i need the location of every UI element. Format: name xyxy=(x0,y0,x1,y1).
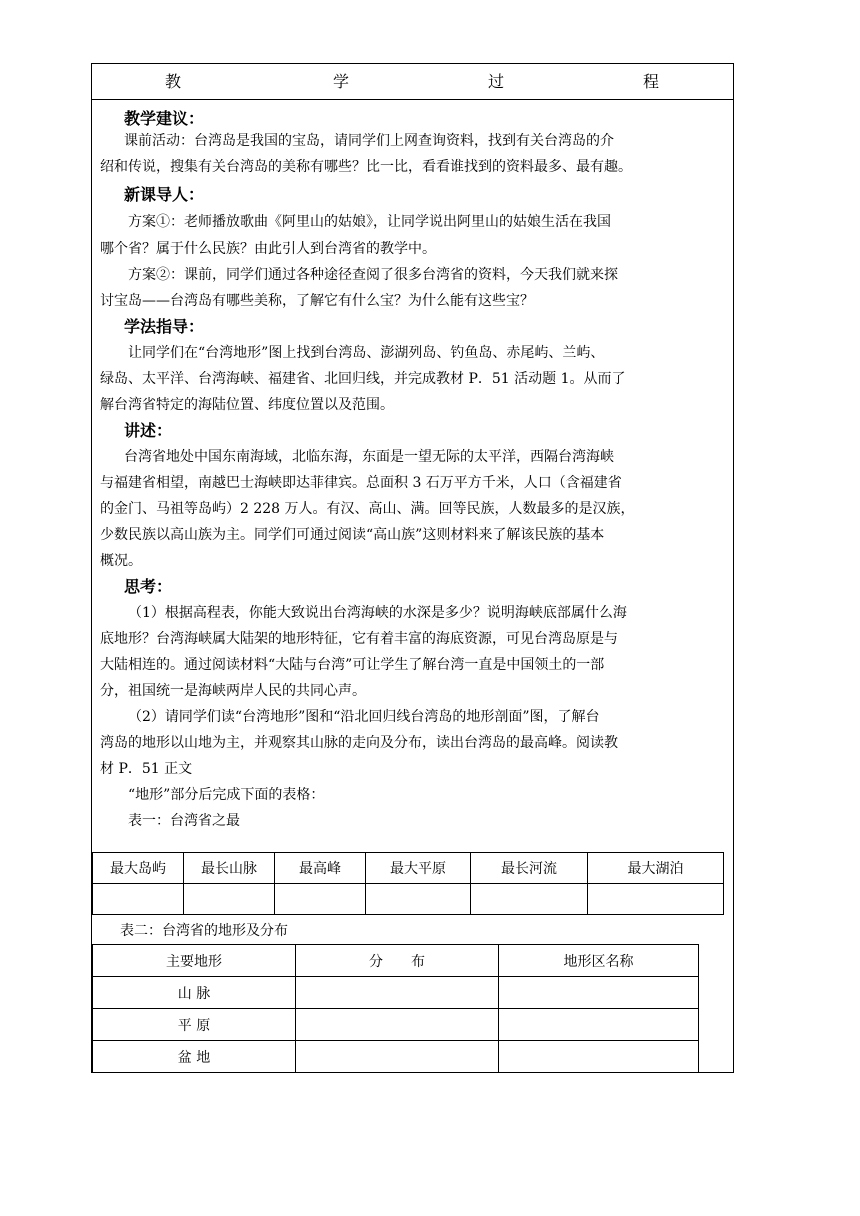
table-cell-empty[interactable] xyxy=(366,884,471,915)
table-header-cell: 最长山脉 xyxy=(184,853,275,884)
text-line: 材 P．51 正文 xyxy=(100,761,193,777)
table-header-cell: 分 布 xyxy=(296,945,499,977)
table-cell-empty[interactable] xyxy=(296,1041,499,1073)
text-line: （2）请同学们读“台湾地形”图和“沿北回归线台湾岛的地形剖面”图，了解台 xyxy=(128,709,600,725)
table-row xyxy=(93,977,699,1009)
text-line: 课前活动：台湾岛是我国的宝岛，请同学们上网查询资料，找到有关台湾岛的介 xyxy=(124,133,614,149)
row-label: 山 脉 xyxy=(93,977,296,1009)
text-line: 湾岛的地形以山地为主，并观察其山脉的走向及分布，读出台湾岛的最高峰。阅读教 xyxy=(100,735,618,751)
header-char: 程 xyxy=(643,72,660,91)
header-row xyxy=(92,64,733,100)
header-char: 学 xyxy=(333,72,350,91)
table-header-cell: 主要地形 xyxy=(93,945,296,977)
row-label: 平 原 xyxy=(93,1009,296,1041)
text-line: 解台湾省特定的海陆位置、纬度位置以及范围。 xyxy=(100,397,394,413)
table-cell-empty[interactable] xyxy=(296,977,499,1009)
table-cell-empty[interactable] xyxy=(471,884,588,915)
table-caption: 表二：台湾省的地形及分布 xyxy=(120,923,288,939)
section-heading: 教学建议： xyxy=(124,109,205,128)
header-char: 教 xyxy=(165,72,182,91)
table-row xyxy=(93,884,724,915)
text-line: 哪个省？属于什么民族？由此引人到台湾省的教学中。 xyxy=(100,241,436,257)
table-header-cell: 最大岛屿 xyxy=(93,853,184,884)
text-line: （1）根据高程表，你能大致说出台湾海峡的水深是多少？说明海峡底部属什么海 xyxy=(128,605,627,621)
text-line: 讨宝岛——台湾岛有哪些美称，了解它有什么宝？为什么能有这些宝？ xyxy=(100,293,534,309)
table-header-cell: 地形区名称 xyxy=(499,945,699,977)
text-line: “地形”部分后完成下面的表格： xyxy=(128,787,325,803)
table-taiwan-landforms xyxy=(92,944,699,1073)
table-cell-empty[interactable] xyxy=(93,884,184,915)
header-char: 过 xyxy=(488,72,505,91)
text-line: 的金门、马祖等岛屿）2 228 万人。有汉、高山、满。回等民族，人数最多的是汉族， xyxy=(100,501,635,517)
text-line: 方案①：老师播放歌曲《阿里山的姑娘》，让同学说出阿里山的姑娘生活在我国 xyxy=(128,214,611,230)
table-row xyxy=(93,1041,699,1073)
table-cell-empty[interactable] xyxy=(588,884,724,915)
table-cell-empty[interactable] xyxy=(296,1009,499,1041)
table-cell-empty[interactable] xyxy=(499,977,699,1009)
table-cell-empty[interactable] xyxy=(184,884,275,915)
table-header-cell: 最高峰 xyxy=(275,853,366,884)
text-line: 让同学们在“台湾地形”图上找到台湾岛、澎湖列岛、钓鱼岛、赤尾屿、兰屿、 xyxy=(128,345,605,361)
text-line: 绍和传说，搜集有关台湾岛的美称有哪些？比一比，看看谁找到的资料最多、最有趣。 xyxy=(100,159,632,175)
text-line: 与福建省相望，南越巴士海峡即达菲律宾。总面积 3 石万平方千米，人口（含福建省 xyxy=(100,475,622,491)
text-line: 表一：台湾省之最 xyxy=(128,813,240,829)
text-line: 绿岛、太平洋、台湾海峡、福建省、北回归线，并完成教材 P．51 活动题 1。从而了 xyxy=(100,371,626,387)
table-cell-empty[interactable] xyxy=(499,1009,699,1041)
table-header-cell: 最长河流 xyxy=(471,853,588,884)
text-line: 概况。 xyxy=(100,553,142,569)
text-line: 台湾省地处中国东南海域，北临东海，东面是一望无际的太平洋，西隔台湾海峡 xyxy=(124,449,614,465)
text-line: 大陆相连的。通过阅读材料“大陆与台湾”可让学生了解台湾一直是中国领土的一部 xyxy=(100,657,605,673)
table-row xyxy=(93,1009,699,1041)
section-heading: 思考： xyxy=(124,577,173,596)
text-line: 分，祖国统一是海峡两岸人民的共同心声。 xyxy=(100,683,366,699)
section-heading: 学法指导： xyxy=(124,317,205,336)
text-line: 底地形？台湾海峡属大陆架的地形特征，它有着丰富的海底资源，可见台湾岛原是与 xyxy=(100,631,618,647)
table-cell-empty[interactable] xyxy=(499,1041,699,1073)
section-heading: 新课导人： xyxy=(124,185,205,204)
table-cell-empty[interactable] xyxy=(275,884,366,915)
table-taiwan-records xyxy=(92,852,724,915)
table-header-cell: 最大平原 xyxy=(366,853,471,884)
row-label: 盆 地 xyxy=(93,1041,296,1073)
table-header-cell: 最大湖泊 xyxy=(588,853,724,884)
text-line: 方案②：课前，同学们通过各种途径查阅了很多台湾省的资料，今天我们就来探 xyxy=(128,267,618,283)
lesson-frame xyxy=(91,63,734,1073)
table-row xyxy=(93,945,699,977)
section-heading: 讲述： xyxy=(124,421,173,440)
table-row xyxy=(93,853,724,884)
text-line: 少数民族以高山族为主。同学们可通过阅读“高山族”这则材料来了解该民族的基本 xyxy=(100,527,605,543)
